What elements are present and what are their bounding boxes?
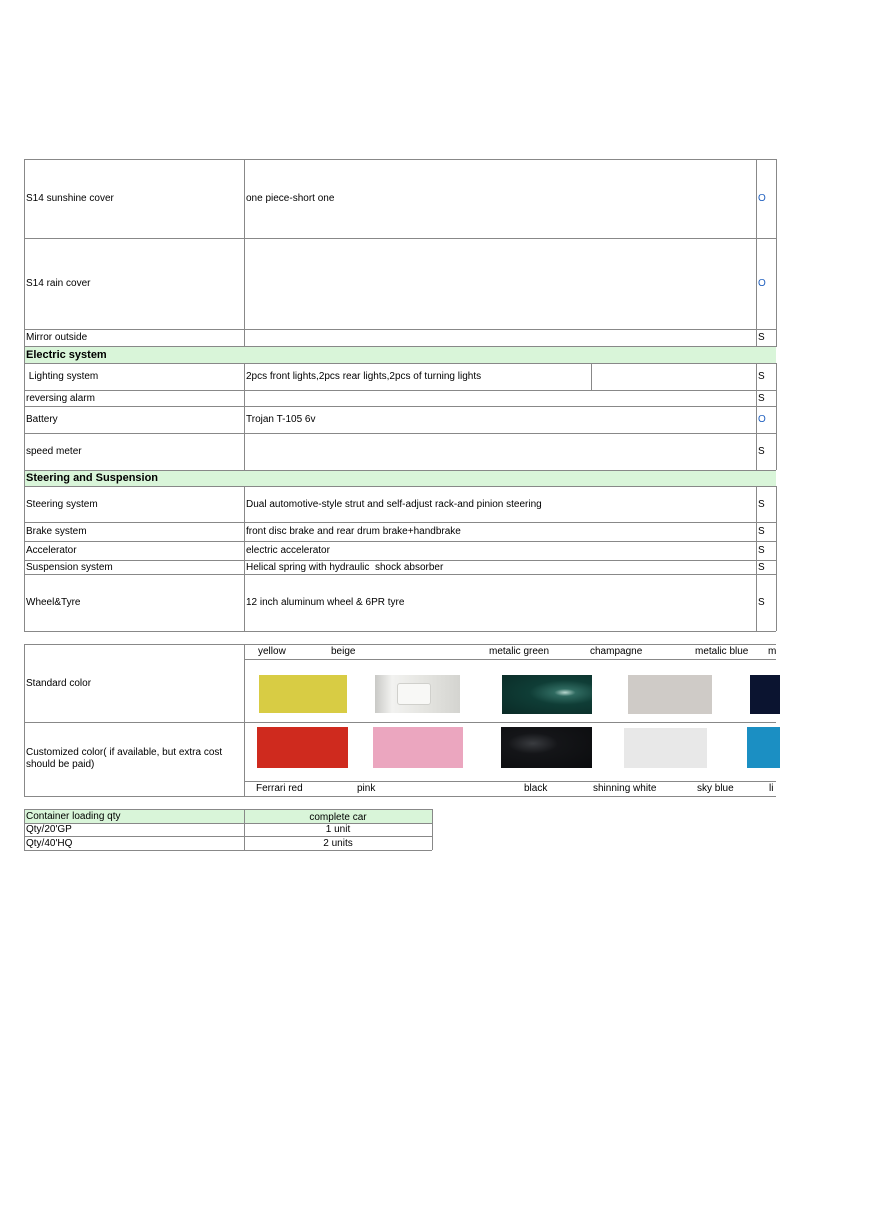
row-name: Battery	[26, 414, 58, 425]
row-mark: O	[758, 193, 766, 204]
row-name: Brake system	[26, 526, 87, 537]
row-description: Dual automotive-style strut and self-adjust rack-and pinion steering	[246, 498, 542, 510]
color-name: beige	[331, 646, 356, 657]
color-name: Ferrari red	[256, 783, 303, 794]
row-name: Accelerator	[26, 545, 77, 556]
row-description: 2pcs front lights,2pcs rear lights,2pcs of turning lights	[246, 371, 482, 382]
row-name: Steering system	[26, 498, 98, 510]
row-description: 12 inch aluminum wheel & 6PR tyre	[246, 597, 405, 608]
swatch-shinning-white	[624, 728, 707, 768]
color-name: metalic green	[489, 646, 550, 657]
color-name: li	[769, 783, 774, 794]
container-row-label: Qty/40'HQ	[26, 837, 73, 849]
row-name: Suspension system	[26, 561, 113, 573]
swatch-metalic-green	[502, 675, 592, 714]
row-mark: O	[758, 278, 766, 289]
swatch-metalic-blue	[750, 675, 780, 714]
section-title-electric: Electric system	[26, 349, 107, 361]
container-row-label: Qty/20'GP	[26, 824, 72, 835]
row-mark: S	[758, 545, 765, 556]
row-name: Lighting system	[26, 371, 99, 382]
container-row-value: 1 unit	[325, 824, 351, 835]
row-name: Wheel&Tyre	[26, 597, 81, 608]
container-header-value: complete car	[309, 812, 367, 823]
row-mark: S	[758, 392, 765, 404]
row-mark: S	[758, 332, 765, 343]
swatch-black	[501, 727, 592, 768]
standard-color-label: Standard color	[26, 677, 92, 689]
color-name: shinning white	[593, 783, 657, 794]
row-name: reversing alarm	[26, 392, 95, 404]
color-name: yellow	[258, 646, 286, 657]
color-name: black	[524, 783, 548, 794]
row-mark: S	[758, 446, 765, 457]
row-name: Mirror outside	[26, 332, 88, 343]
color-name: pink	[357, 783, 376, 794]
row-mark: O	[758, 414, 766, 425]
row-description: one piece-short one	[246, 193, 335, 204]
swatch-sky-blue	[747, 727, 780, 768]
row-description: Trojan T-105 6v	[246, 414, 316, 425]
swatch-yellow	[259, 675, 347, 713]
row-mark: S	[758, 371, 765, 382]
row-mark: S	[758, 597, 765, 608]
container-row-value: 2 units	[323, 837, 353, 849]
color-name: sky blue	[697, 783, 734, 794]
color-name: champagne	[590, 646, 643, 657]
row-name: speed meter	[26, 446, 82, 457]
swatch-beige	[375, 675, 460, 713]
section-title-steering: Steering and Suspension	[26, 472, 159, 484]
row-name: S14 rain cover	[26, 278, 91, 289]
color-name: m	[768, 646, 777, 657]
swatch-pink	[373, 727, 463, 768]
row-description: Helical spring with hydraulic shock absorber	[246, 561, 444, 573]
row-mark: S	[758, 498, 765, 510]
row-mark: S	[758, 526, 765, 537]
container-header-label: Container loading qty	[26, 811, 121, 822]
row-description: electric accelerator	[246, 545, 330, 556]
row-mark: S	[758, 561, 765, 573]
row-name: S14 sunshine cover	[26, 193, 114, 204]
color-name: metalic blue	[695, 646, 749, 657]
row-description: front disc brake and rear drum brake+handbrake	[246, 526, 461, 537]
swatch-ferrari-red	[257, 727, 348, 768]
customized-color-label: Customized color( if available, but extra cost should be paid)	[26, 747, 223, 770]
swatch-champagne	[628, 675, 712, 714]
